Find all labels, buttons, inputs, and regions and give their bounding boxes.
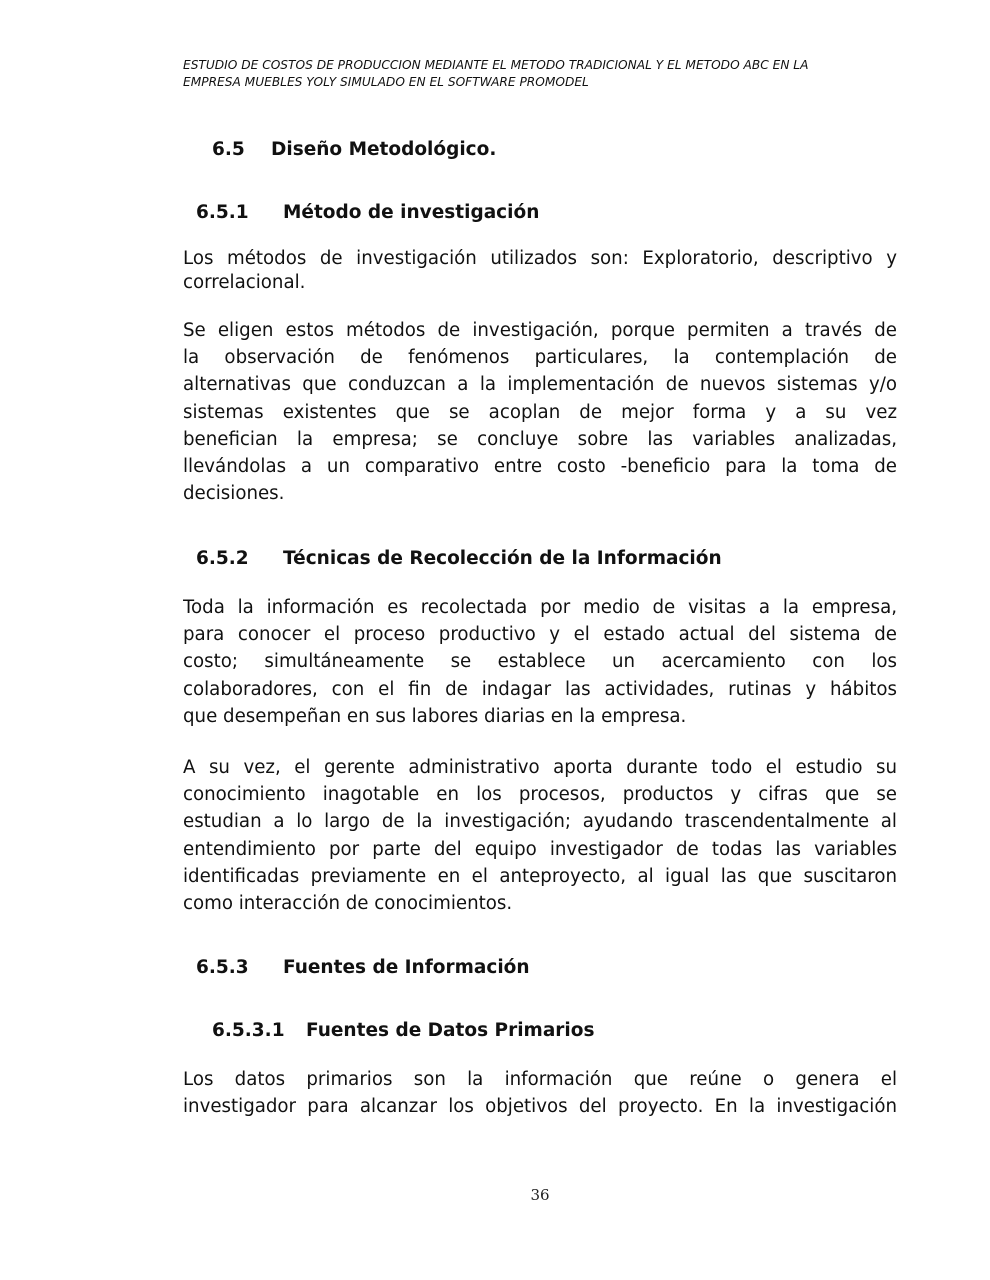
text-line: investigador para alcanzar los objetivos del proyecto. En la investigación [183, 1096, 897, 1118]
paragraph-manager-contribution [183, 754, 897, 917]
text-line: llevándolas a un comparativo entre costo -beneficio para la toma de [183, 455, 897, 477]
heading-6-5 [212, 139, 496, 160]
paragraph-collection-visits [183, 594, 897, 730]
text-line: Los datos primarios son la información que reúne o genera el [183, 1069, 897, 1090]
page-number: 36 [530, 1186, 550, 1204]
text-line: que desempeñan en sus labores diarias en la empresa. [183, 705, 687, 727]
text-line: estudian a lo largo de la investigación; ayudando trascendentalmente al [183, 811, 897, 833]
text-line: sistemas existentes que se acoplan de mejor forma y a su vez [183, 401, 897, 423]
text-line: Se eligen estos métodos de investigación, porque permiten a través de [183, 320, 897, 341]
running-header [183, 57, 903, 91]
paragraph-method-rationale [183, 317, 897, 507]
header-line: EMPRESA MUEBLES YOLY SIMULADO EN EL SOFTWARE PROMODEL [183, 75, 589, 89]
text-line: decisiones. [183, 483, 285, 505]
text-line: identificadas previamente en el anteproyecto, al igual las que suscitaron [183, 865, 897, 887]
section-number: 6.5.2 [196, 548, 249, 569]
text-line: para conocer el proceso productivo y el estado actual del sistema de [183, 624, 897, 646]
section-number: 6.5.3 [196, 957, 249, 978]
paragraph-primary-data [183, 1066, 897, 1120]
paragraph-methods [183, 247, 897, 295]
heading-6-5-3 [196, 957, 530, 978]
heading-6-5-1 [196, 202, 539, 223]
section-number: 6.5 [212, 139, 245, 160]
text-line: costo; simultáneamente se establece un acercamiento con los [183, 651, 897, 673]
section-title: Fuentes de Información [283, 957, 530, 978]
text-line: Toda la información es recolectada por medio de visitas a la empresa, [183, 597, 897, 618]
section-title: Método de investigación [283, 202, 540, 223]
text-line: entendimiento por parte del equipo investigador de todas las variables [183, 838, 897, 860]
section-number: 6.5.1 [196, 202, 249, 223]
header-line: ESTUDIO DE COSTOS DE PRODUCCION MEDIANTE EL METODO TRADICIONAL Y EL METODO ABC EN LA [183, 58, 809, 72]
text-line: alternativas que conduzcan a la implementación de nuevos sistemas y/o [183, 374, 897, 396]
section-title: Técnicas de Recolección de la Información [283, 548, 722, 569]
text-line: correlacional. [183, 272, 306, 293]
heading-6-5-3-1 [212, 1020, 595, 1041]
text-line: A su vez, el gerente administrativo aporta durante todo el estudio su [183, 757, 897, 778]
text-line: benefician la empresa; se concluye sobre las variables analizadas, [183, 428, 897, 450]
text-line: colaboradores, con el fin de indagar las actividades, rutinas y hábitos [183, 678, 897, 700]
text-line: Los métodos de investigación utilizados son: Exploratorio, descriptivo y [183, 248, 897, 269]
text-line: conocimiento inagotable en los procesos, productos y cifras que se [183, 784, 897, 806]
text-line: la observación de fenómenos particulares, la contemplación de [183, 347, 897, 369]
section-title: Diseño Metodológico. [271, 139, 497, 160]
heading-6-5-2 [196, 548, 722, 569]
section-number: 6.5.3.1 [212, 1020, 285, 1041]
text-line: como interacción de conocimientos. [183, 892, 513, 914]
section-title: Fuentes de Datos Primarios [306, 1020, 595, 1041]
